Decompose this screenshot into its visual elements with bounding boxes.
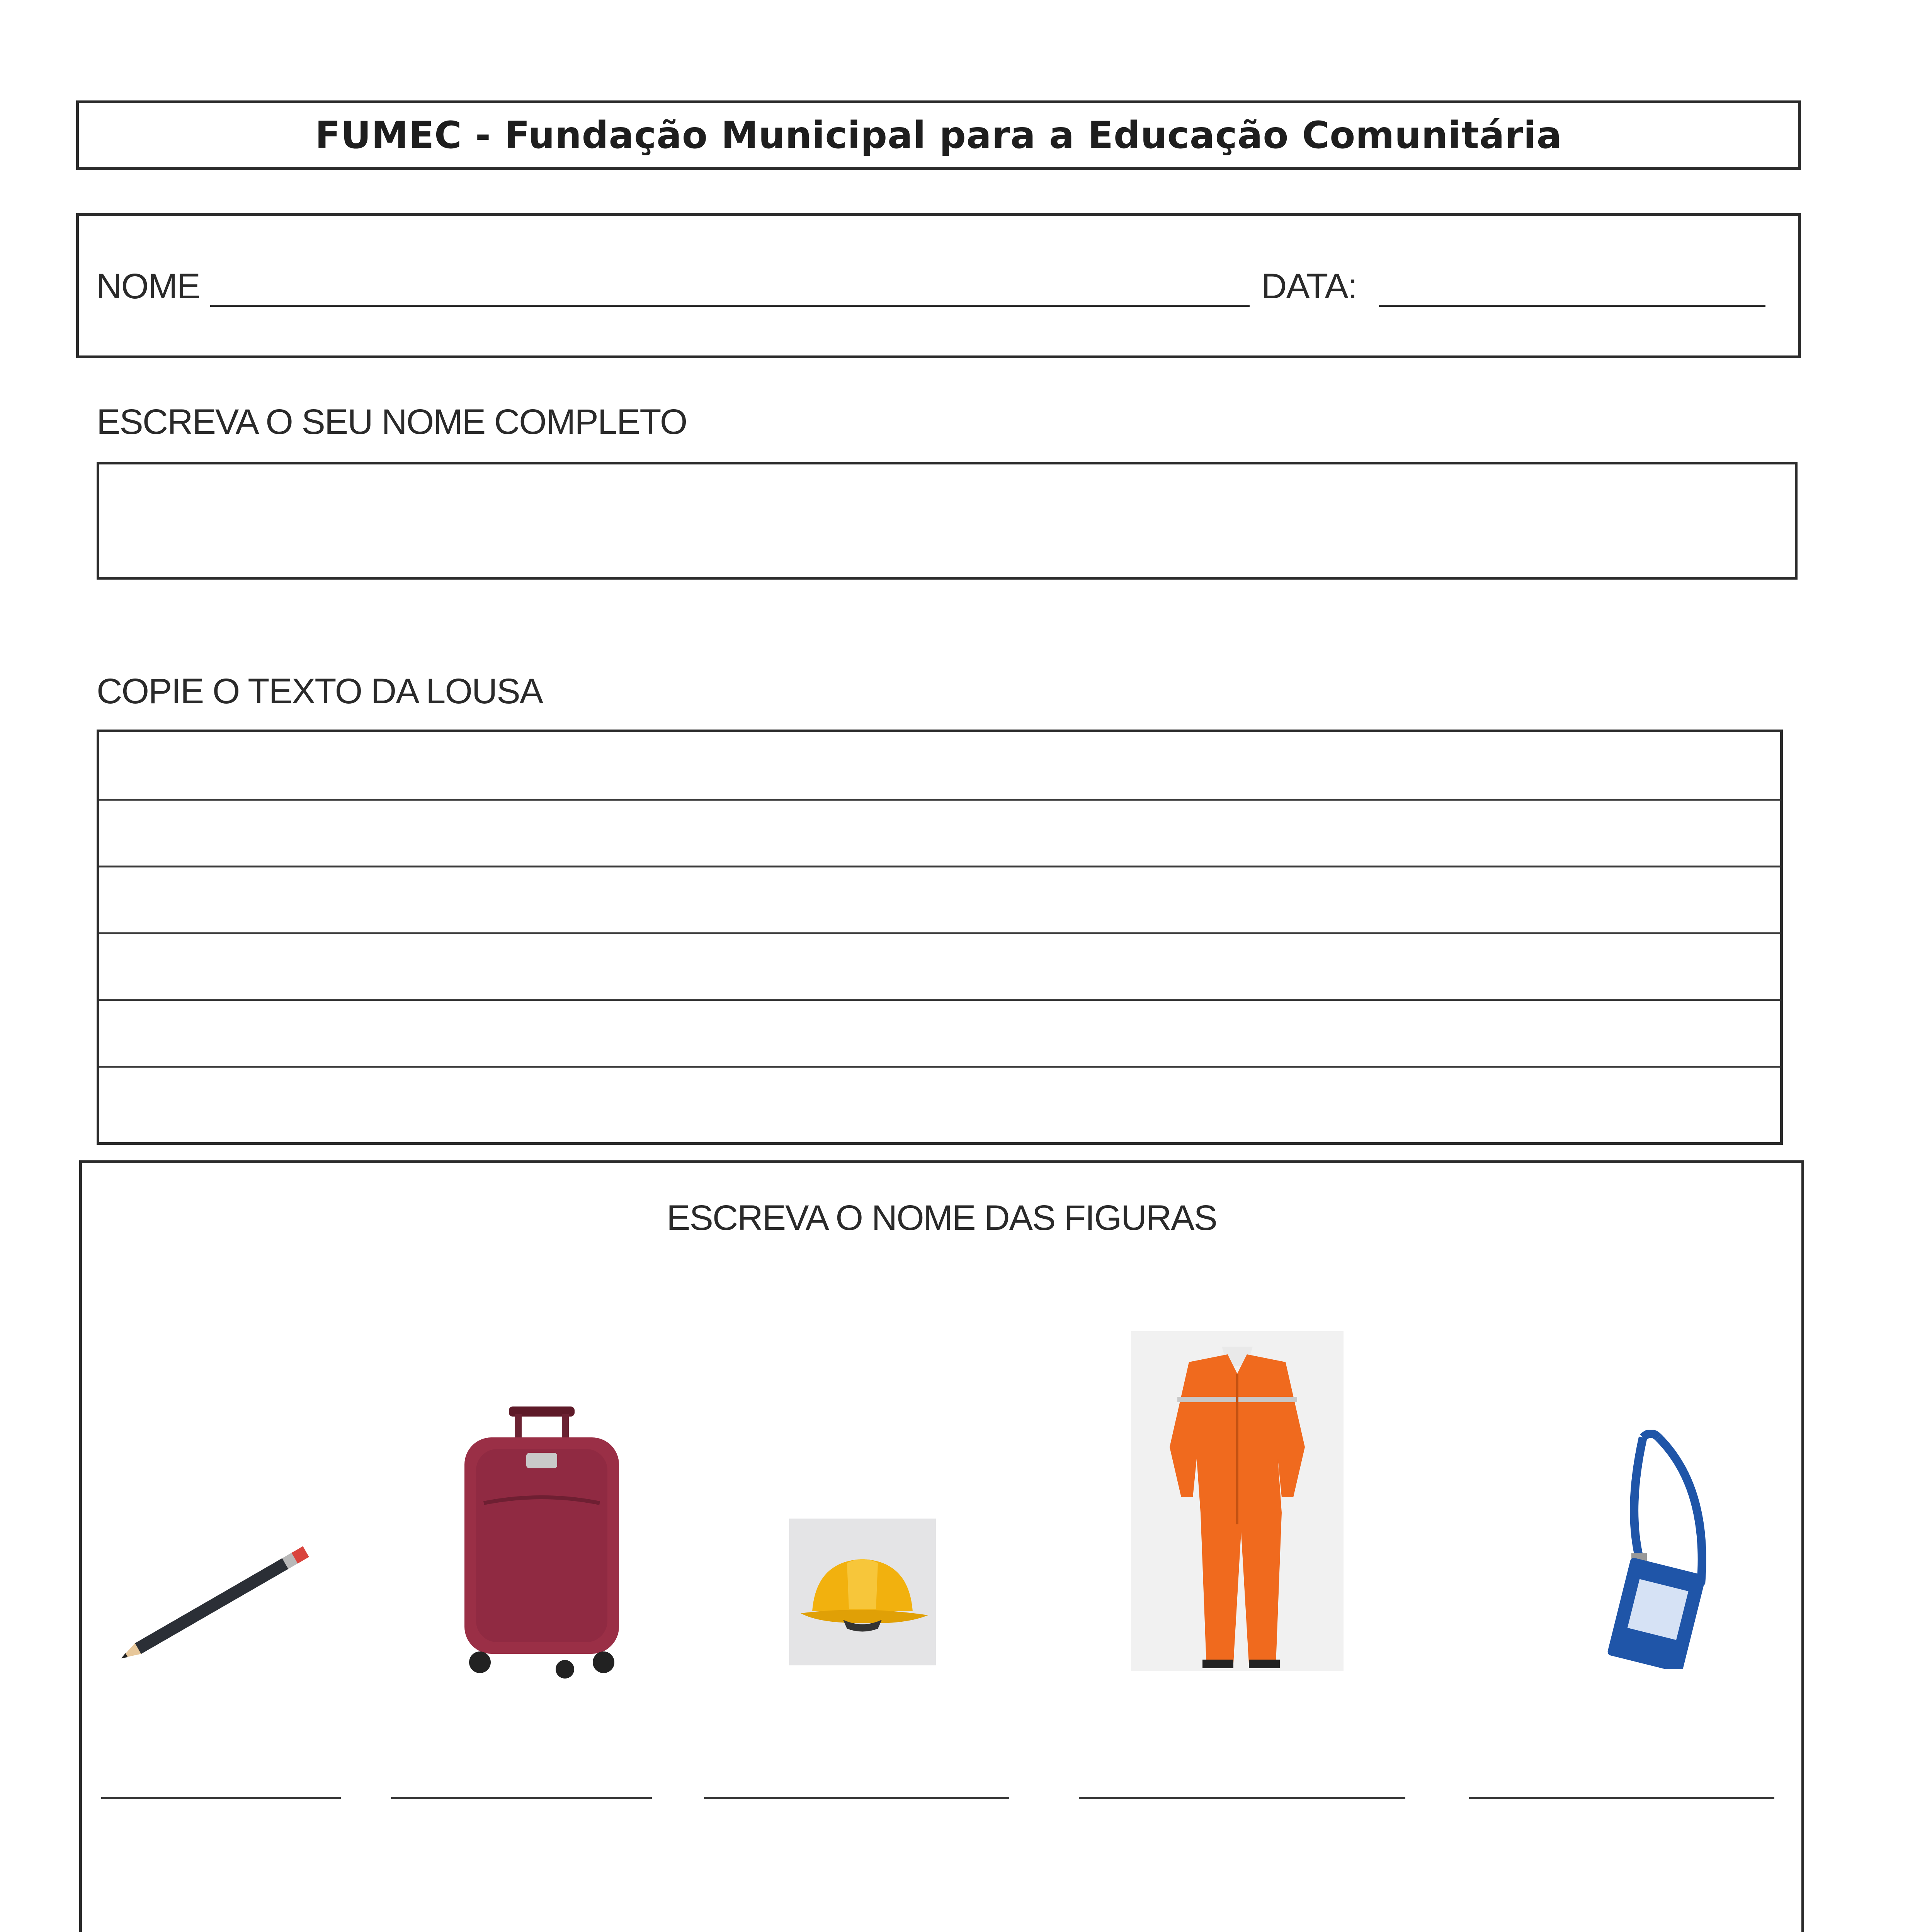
- copy-text-area[interactable]: [97, 730, 1783, 1145]
- answer-line[interactable]: [1469, 1797, 1774, 1799]
- answer-line[interactable]: [1079, 1797, 1405, 1799]
- pencil-icon: [103, 1522, 335, 1685]
- header-title: FUMEC - Fundação Municipal para a Educação Comunitária: [315, 114, 1562, 157]
- writing-line: [99, 799, 1780, 801]
- hard-hat-icon: [789, 1519, 936, 1665]
- fullname-instruction: ESCREVA O SEU NOME COMPLETO: [97, 402, 687, 442]
- writing-line: [99, 1066, 1780, 1068]
- writing-line: [99, 866, 1780, 867]
- name-field[interactable]: [210, 305, 1250, 307]
- answer-line[interactable]: [391, 1797, 652, 1799]
- header-box: [76, 100, 1801, 170]
- name-label: NOME: [96, 267, 200, 306]
- answer-line[interactable]: [704, 1797, 1009, 1799]
- writing-line: [99, 932, 1780, 934]
- date-label: DATA:: [1261, 267, 1357, 306]
- badge-lanyard-icon: [1581, 1430, 1743, 1669]
- fullname-field[interactable]: [97, 462, 1798, 580]
- name-date-box: [76, 213, 1801, 358]
- copy-instruction: COPIE O TEXTO DA LOUSA: [97, 672, 543, 711]
- answer-line[interactable]: [101, 1797, 341, 1799]
- figures-instruction: ESCREVA O NOME DAS FIGURAS: [667, 1198, 1217, 1238]
- suitcase-icon: [449, 1403, 634, 1681]
- date-field[interactable]: [1379, 305, 1765, 307]
- coverall-uniform-icon: [1131, 1331, 1344, 1671]
- figures-box: [79, 1160, 1804, 1932]
- writing-line: [99, 999, 1780, 1001]
